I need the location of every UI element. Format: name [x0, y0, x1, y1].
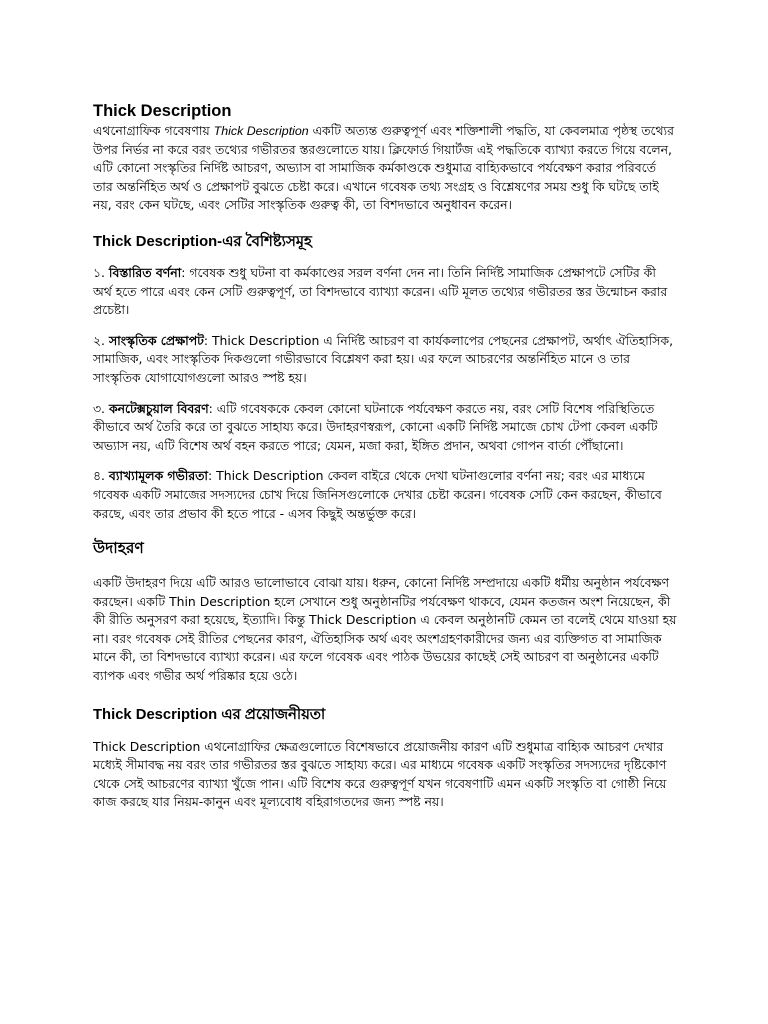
necessity-heading: [93, 705, 678, 725]
intro-term: Thick Description: [213, 124, 309, 138]
feature-item-4: [93, 467, 678, 523]
feature-label: বিস্তারিত বর্ণনা: [108, 264, 182, 280]
features-heading: [93, 232, 678, 252]
document-page: [93, 100, 678, 812]
feature-text: : Thick Description এ নির্দিষ্ট আচরণ বা কার্যকলাপের পেছনের প্রেক্ষাপট, অর্থাৎ ঐতিহাসিক, সামাজিক, এবং সাংস্কৃতিক দিকগুলো গভীরভাবে বিশ্লেষণ করা হয়। এর ফলে আচরণের অন্তর্নিহিত মানে ও তার সাংস্কৃতিক যোগাযোগগুলো আরও স্পষ্ট হয়।: [93, 332, 674, 385]
intro-paragraph: [93, 122, 678, 215]
necessity-heading-en: Thick Description: [93, 706, 222, 723]
necessity-paragraph: Thick Description এথনোগ্রাফির ক্ষেত্রগুলোতে বিশেষভাবে প্রয়োজনীয় কারণ এটি শুধুমাত্র বাহ্যিক আচরণ দেখার মধ্যেই সীমাবদ্ধ নয় বরং তার গভীরতর স্তর বুঝতে সাহায্য করে। এর মাধ্যমে গবেষক একটি সংস্কৃতির সদস্যদের দৃষ্টিকোণ থেকে সেই আচরণের ব্যাখ্যা খুঁজে পান। এটি বিশেষ করে গুরুত্বপূর্ণ যখন গবেষণাটি এমন একটি সংস্কৃতি বা গোষ্ঠী নিয়ে কাজ করছে যার নিয়ম-কানুন এবং মূল্যবোধ বহিরাগতদের জন্য স্পষ্ট নয়।: [93, 738, 667, 810]
feature-text: : গবেষক শুধু ঘটনা বা কর্মকাণ্ডের সরল বর্ণনা দেন না। তিনি নির্দিষ্ট সামাজিক প্রেক্ষাপটে সেটির কী অর্থ হতে পারে এবং কেন সেটি গুরুত্বপূর্ণ, তা বিশদভাবে ব্যাখ্যা করেন। এটি মূলত তথ্যের গভীরতর স্তর উন্মোচন করার প্রচেষ্টা।: [93, 264, 668, 318]
feature-label: কনটেক্সচুয়াল বিবরণ: [108, 400, 209, 416]
feature-text: : এটি গবেষককে কেবল কোনো ঘটনাকে পর্যবেক্ষণ করতে নয়, বরং সেটি বিশেষ পরিস্থিতিতে কীভাবে অর্থ তৈরি করে তা বুঝতে সাহায্য করে। উদাহরণস্বরূপ, কোনো একটি নির্দিষ্ট সমাজে চোখ টেপা কেবল একটি অভ্যাস নয়, এটি বিশেষ অর্থ বহন করতে পারে; যেমন, মজা করা, ইঙ্গিত প্রদান, অথবা গোপন বার্তা পৌঁছানো।: [93, 400, 658, 453]
example-paragraph: একটি উদাহরণ দিয়ে এটি আরও ভালোভাবে বোঝা যায়। ধরুন, কোনো নির্দিষ্ট সম্প্রদায়ে একটি ধর্মীয় অনুষ্ঠান পর্যবেক্ষণ করছেন। একটি Thin Description হলে সেখানে শুধু অনুষ্ঠানটির পর্যবেক্ষণ থাকবে, যেমন কতজন অংশ নিয়েছেন, কী কী রীতি অনুসরণ করা হয়েছে, ইত্যাদি। কিন্তু Thick Description এ কেবল অনুষ্ঠানটি কেমন তা বলেই থেমে যাওয়া হয় না। বরং গবেষক সেই রীতির পেছনের কারণ, ঐতিহাসিক অর্থ এবং অংশগ্রহণকারীদের জন্য এর ব্যক্তিগত বা সামাজিক মানে কী, তা বিশদভাবে ব্যাখ্যা করেন। এর ফলে গবেষক এবং পাঠক উভয়ের কাছেই সেই আচরণ বা অনুষ্ঠানের একটি ব্যাপক এবং গভীর অর্থ পরিষ্কার হয়ে ওঠে।: [93, 575, 677, 684]
features-heading-en: Thick Description-: [93, 233, 223, 250]
feature-label: ব্যাখ্যামূলক গভীরতা: [108, 468, 209, 484]
feature-number: ৩.: [93, 400, 109, 416]
feature-text: : Thick Description কেবল বাইরে থেকে দেখা ঘটনাগুলোর বর্ণনা নয়; বরং এর মাধ্যমে গবেষক একটি সমাজের সদস্যদের চোখ দিয়ে জিনিসগুলোকে দেখার চেষ্টা করেন। গবেষক সেটি কেন করছেন, কীভাবে করছে, এবং তার প্রভাব কী হতে পারে - এসব কিছুই অন্তর্ভুক্ত করে।: [93, 468, 662, 521]
feature-item-1: [93, 264, 678, 320]
intro-text-start: এথনোগ্রাফিক গবেষণায়: [93, 123, 214, 138]
intro-text-rest: একটি অত্যন্ত গুরুত্বপূর্ণ এবং শক্তিশালী পদ্ধতি, যা কেবলমাত্র পৃষ্ঠস্থ তথ্যের উপর নির্ভর না করে বরং তথ্যের গভীরতর স্তরগুলোতে যায়। ক্লিফোর্ড গিয়ার্টজ এই পদ্ধতিকে ব্যাখ্যা করতে গিয়ে বলেন, এটি কোনো সংস্কৃতির নির্দিষ্ট আচরণ, অভ্যাস বা সামাজিক কর্মকাণ্ডকে শুধুমাত্র বাহ্যিকভাবে পর্যবেক্ষণ করার পরিবর্তে তার অন্তর্নিহিত অর্থ ও প্রেক্ষাপট বুঝতে চেষ্টা করে। এখানে গবেষক তথ্য সংগ্রহ ও বিশ্লেষণের সময় শুধু কি ঘটছে তাই নয়, বরং কেন ঘটছে, এবং সেটির সাংস্কৃতিক গুরুত্ব কী, তা বিশদভাবে অনুধাবন করেন।: [93, 123, 674, 213]
necessity-heading-bn: এর প্রয়োজনীয়তা: [221, 706, 326, 723]
feature-item-3: [93, 400, 678, 456]
features-heading-bn: এর বৈশিষ্ট্যসমূহ: [222, 233, 312, 250]
example-heading: উদাহরণ: [93, 539, 144, 558]
feature-number: ১.: [93, 264, 109, 280]
feature-item-2: [93, 332, 678, 388]
feature-label: সাংস্কৃতিক প্রেক্ষাপট: [108, 332, 204, 348]
document-title: Thick Description: [93, 102, 232, 120]
feature-number: ৪.: [93, 468, 109, 484]
feature-number: ২.: [93, 332, 109, 348]
